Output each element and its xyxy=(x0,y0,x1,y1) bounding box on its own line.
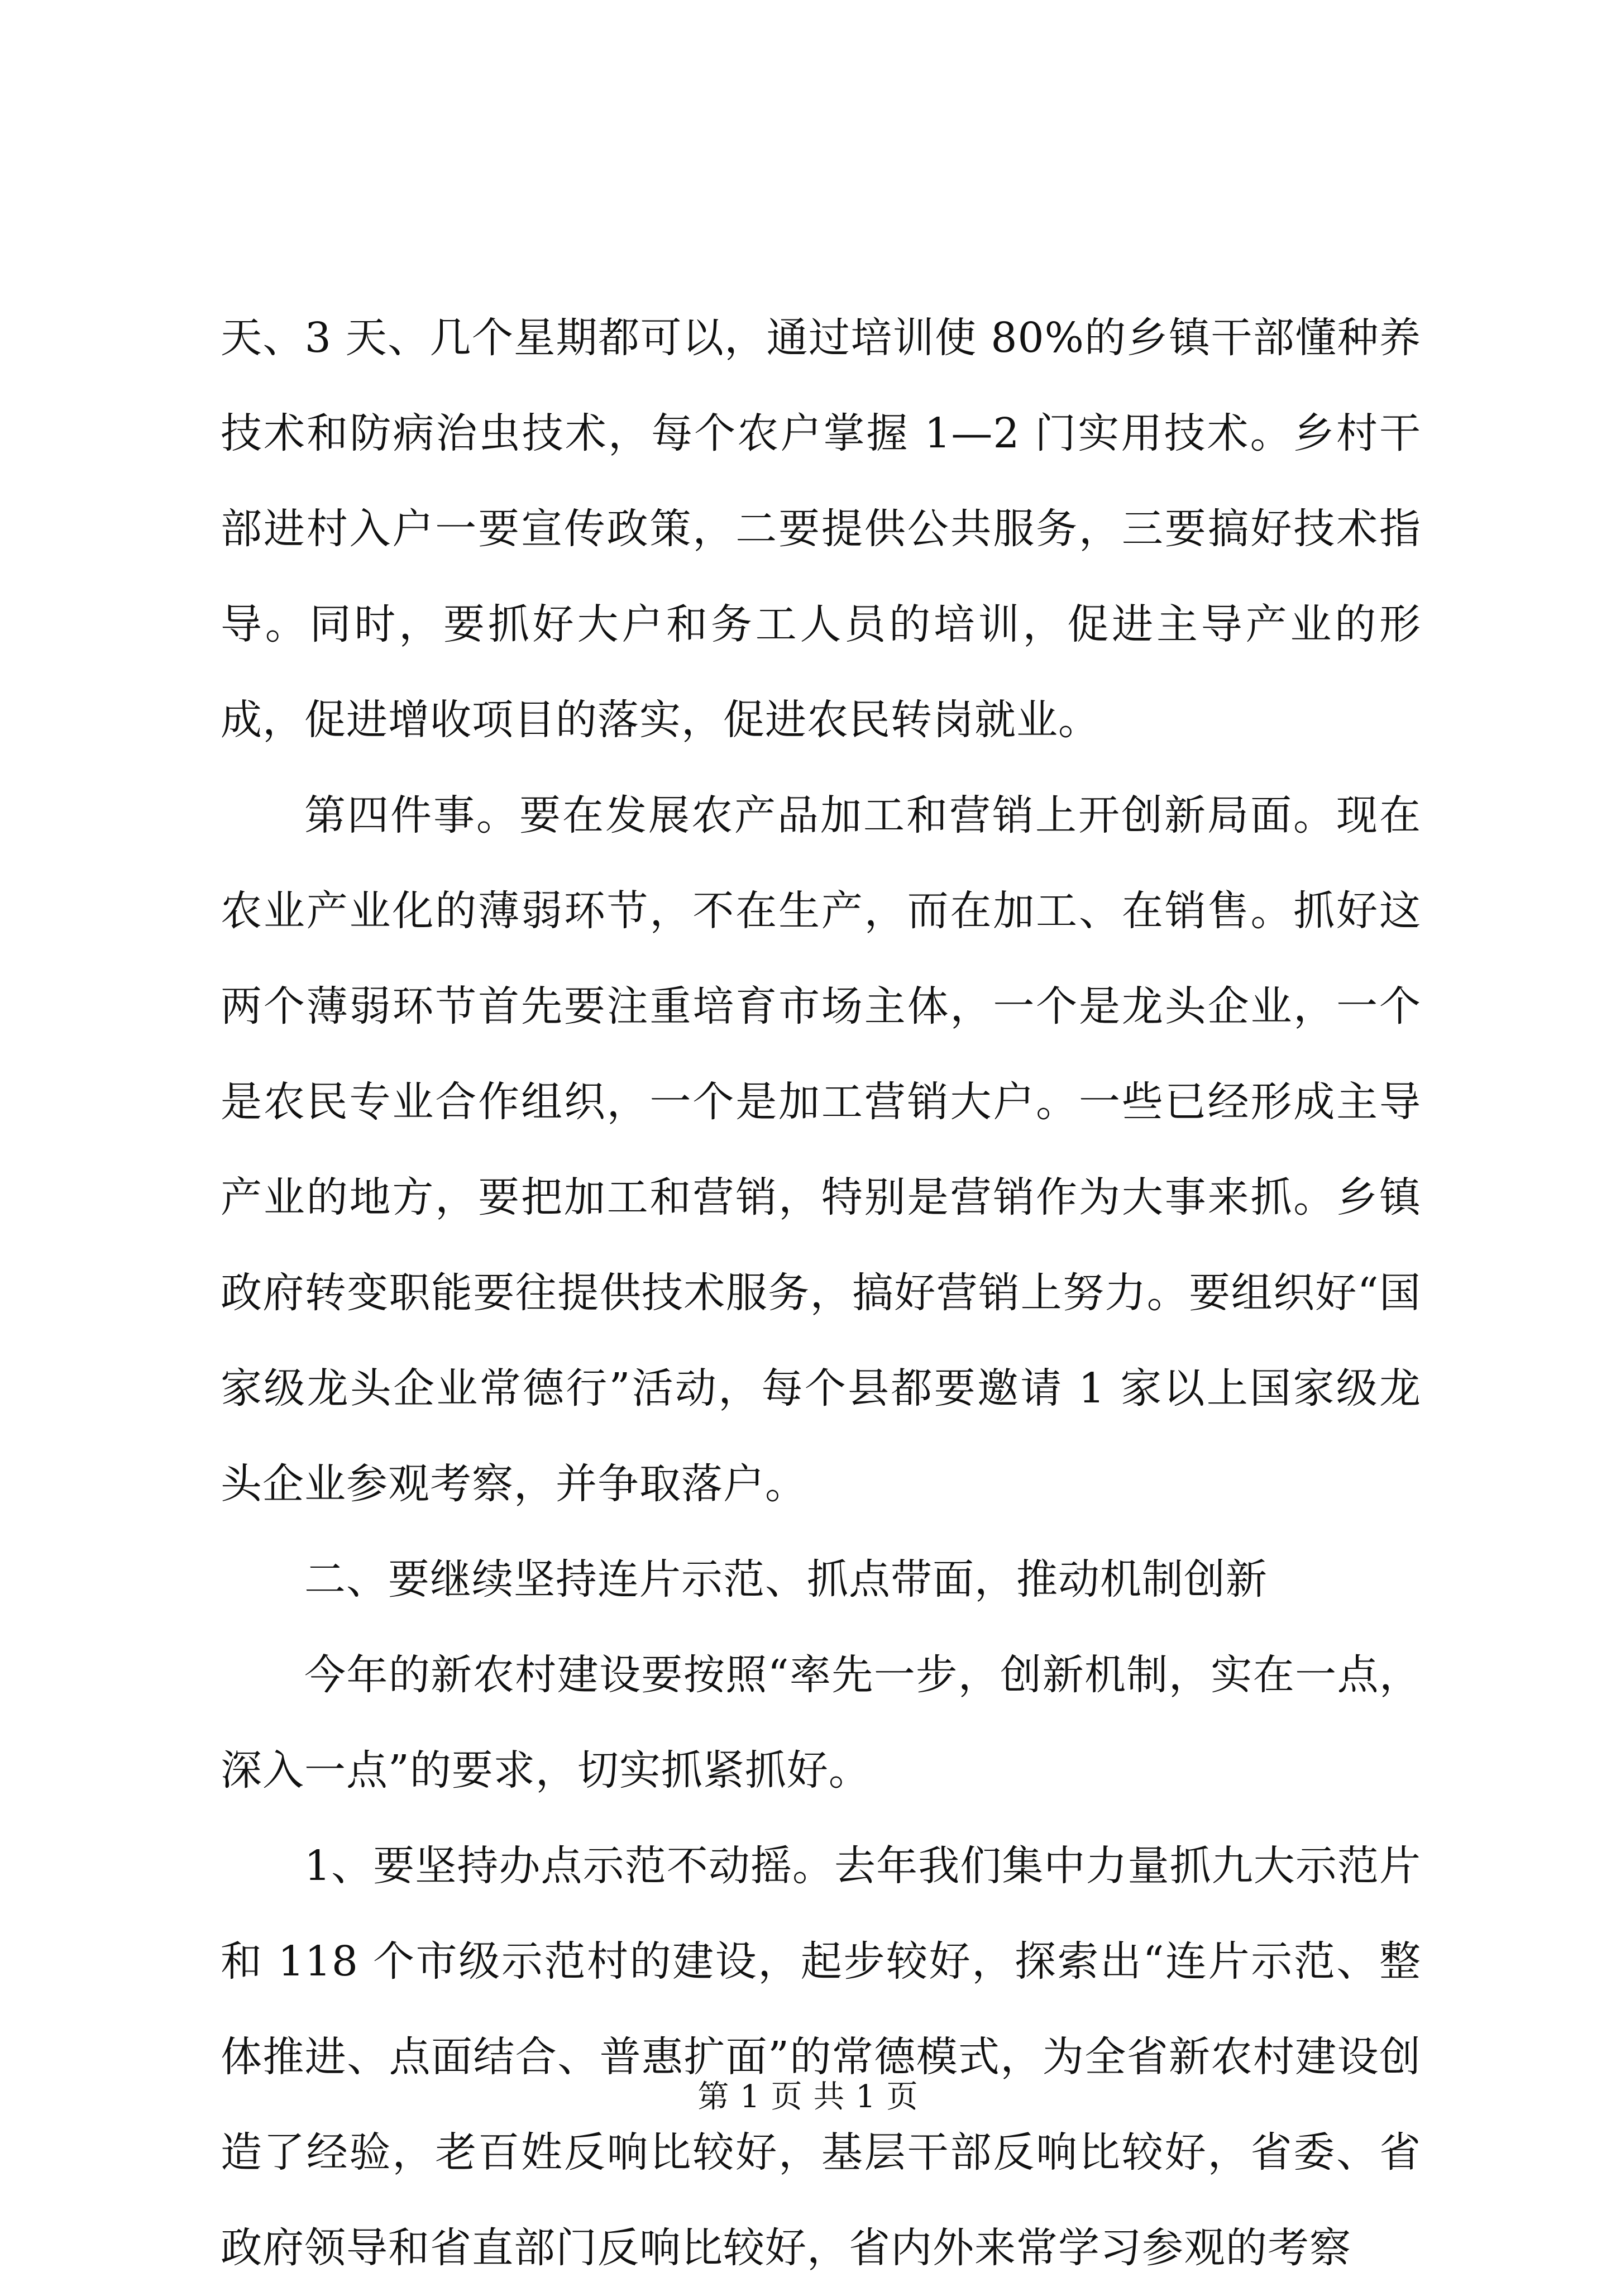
paragraph-2: 第四件事。要在发展农产品加工和营销上开创新局面。现在农业产业化的薄弱环节，不在生产，而在加工、在销售。抓好这两个薄弱环节首先要注重培育市场主体，一个是龙头企业，一个是农民专业合作组织，一个是加工营销大户。一些已经形成主导产业的地方，要把加工和营销，特别是营销作为大事来抓。乡镇政府转变职能要往提供技术服务，搞好营销上努力。要组织好“国家级龙头企业常德行”活动，每个县都要邀请 1 家以上国家级龙头企业参观考察，并争取落户。 xyxy=(221,791,1421,1508)
document-body xyxy=(221,290,1421,2296)
paragraph-3: 今年的新农村建设要按照“率先一步，创新机制，实在一点，深入一点”的要求，切实抓紧抓好。 xyxy=(221,1651,1421,1794)
section-heading: 二、要继续坚持连片示范、抓点带面，推动机制创新 xyxy=(304,1555,1268,1603)
paragraph-4: 1、要坚持办点示范不动摇。去年我们集中力量抓九大示范片和 118 个市级示范村的建设，起步较好，探索出“连片示范、整体推进、点面结合、普惠扩面”的常德模式，为全省新农村建设创造了经验，老百姓反响比较好，基层干部反响比较好，省委、省政府领导和省直部门反响比较好，省内外来常学习参观的考察 xyxy=(221,1842,1421,2272)
paragraph-1: 天、3 天、几个星期都可以，通过培训使 80%的乡镇干部懂种养技术和防病治虫技术，每个农户掌握 1—2 门实用技术。乡村干部进村入户一要宣传政策，二要提供公共服务，三要搞好技术指导。同时，要抓好大户和务工人员的培训，促进主导产业的形成，促进增收项目的落实，促进农民转岗就业。 xyxy=(221,314,1421,744)
page-number-footer: 第 1 页 共 1 页 xyxy=(697,2079,919,2115)
